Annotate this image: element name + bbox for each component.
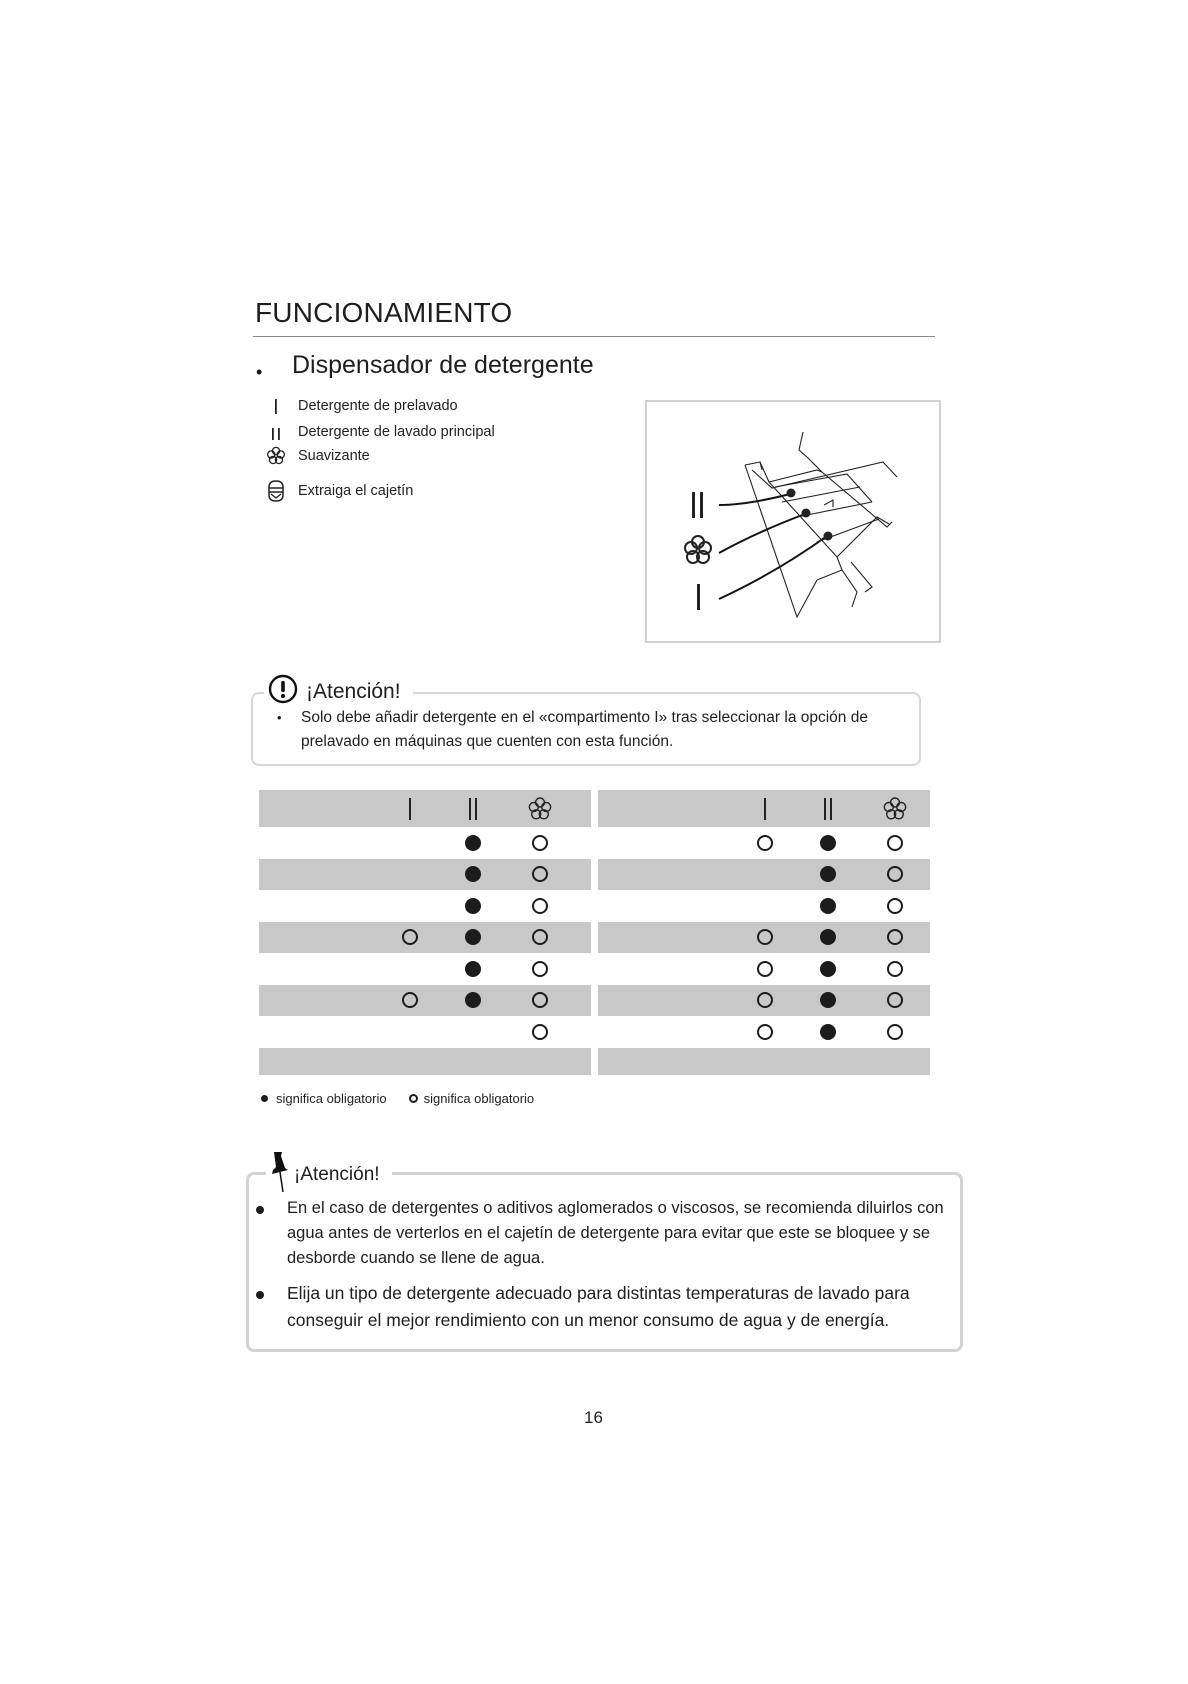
attention-title: ¡Atención!: [294, 1163, 380, 1185]
key-empty-label: significa obligatorio: [423, 1091, 535, 1106]
filled-dot-icon: [465, 898, 481, 914]
table-header: [259, 790, 591, 827]
empty-dot-icon: [532, 961, 548, 977]
pushpin-icon: [268, 1150, 292, 1199]
table-row: [259, 890, 591, 922]
empty-dot-icon: [532, 1024, 548, 1040]
column-flower-icon: [527, 796, 553, 822]
table-key: [261, 1091, 534, 1106]
legend-item-softener: [266, 446, 370, 466]
filled-dot-icon: [820, 992, 836, 1008]
empty-dot-icon: [887, 929, 903, 945]
table-row: [598, 1048, 930, 1075]
empty-dot-icon: [532, 929, 548, 945]
attention-item: En el caso de detergentes o aditivos aglomerados o viscosos, se recomienda diluirlos con agua antes de verterlos en el cajetín de detergente para evitar que este se bloquee y se desborde cuando se llene de agua.: [287, 1199, 944, 1267]
filled-dot-icon: [261, 1095, 268, 1102]
attention-header: [266, 1150, 392, 1199]
attention-header: [264, 674, 413, 709]
diagram-label-two-icon: [692, 492, 703, 518]
filled-dot-icon: [820, 866, 836, 882]
drawer-icon: [266, 481, 286, 501]
dispenser-diagram: [645, 400, 941, 643]
section-title: Dispensador de detergente: [292, 351, 594, 379]
bullet-icon: [256, 1291, 264, 1299]
table-row: [259, 827, 591, 859]
compartment-one-icon: [266, 396, 286, 416]
detergent-table-left: [259, 790, 591, 1075]
column-one-icon: [764, 798, 766, 820]
section-bullet: •: [256, 362, 263, 382]
empty-dot-icon: [887, 1024, 903, 1040]
filled-dot-icon: [820, 929, 836, 945]
filled-dot-icon: [465, 866, 481, 882]
bullet: •: [277, 710, 282, 725]
exclamation-circle-icon: [268, 674, 298, 709]
table-row: [598, 1016, 930, 1048]
empty-dot-icon: [402, 929, 418, 945]
table-row: [259, 1048, 591, 1075]
empty-dot-icon: [532, 835, 548, 851]
detergent-table-right: [598, 790, 930, 1075]
filled-dot-icon: [820, 1024, 836, 1040]
legend-label: Detergente de prelavado: [298, 398, 458, 414]
table-row: [598, 827, 930, 859]
filled-dot-icon: [820, 898, 836, 914]
empty-dot-icon: [532, 898, 548, 914]
legend-label: Detergente de lavado principal: [298, 424, 495, 440]
empty-dot-icon: [887, 898, 903, 914]
table-row: [598, 985, 930, 1017]
table-row: [259, 859, 591, 891]
diagram-label-one-icon: [697, 584, 700, 610]
table-row: [598, 953, 930, 985]
table-row: [259, 985, 591, 1017]
filled-dot-icon: [820, 961, 836, 977]
table-row: [259, 922, 591, 954]
page-title: FUNCIONAMIENTO: [255, 297, 513, 328]
empty-dot-icon: [887, 992, 903, 1008]
compartment-two-icon: [266, 422, 286, 442]
attention-title: ¡Atención!: [306, 679, 401, 703]
empty-dot-icon: [532, 992, 548, 1008]
page-number: 16: [584, 1408, 603, 1427]
legend-item-drawer: [266, 481, 413, 501]
table-row: [259, 1016, 591, 1048]
empty-dot-icon: [402, 992, 418, 1008]
filled-dot-icon: [820, 835, 836, 851]
column-two-icon: [469, 798, 477, 820]
empty-dot-icon: [887, 961, 903, 977]
table-row: [598, 890, 930, 922]
column-two-icon: [824, 798, 832, 820]
column-one-icon: [409, 798, 411, 820]
empty-dot-icon: [887, 835, 903, 851]
filled-dot-icon: [465, 835, 481, 851]
bullet-icon: [256, 1206, 264, 1214]
filled-dot-icon: [465, 929, 481, 945]
table-row: [598, 922, 930, 954]
empty-dot-icon: [757, 992, 773, 1008]
legend-item-prewash: [266, 396, 458, 416]
table-header: [598, 790, 930, 827]
attention-text: Solo debe añadir detergente en el «compartimento I» tras seleccionar la opción de prelavado en máquinas que cuenten con esta función.: [301, 709, 868, 750]
table-row: [259, 953, 591, 985]
legend-label: Suavizante: [298, 448, 370, 464]
empty-dot-icon: [532, 866, 548, 882]
attention-item: Elija un tipo de detergente adecuado para distintas temperaturas de lavado para conseguir el mejor rendimiento con un menor consumo de agua y de energía.: [287, 1283, 910, 1330]
empty-dot-icon: [757, 961, 773, 977]
empty-dot-icon: [757, 835, 773, 851]
filled-dot-icon: [465, 961, 481, 977]
legend-label: Extraiga el cajetín: [298, 483, 414, 499]
empty-dot-icon: [409, 1094, 418, 1103]
empty-dot-icon: [757, 1024, 773, 1040]
column-flower-icon: [882, 796, 908, 822]
flower-icon: [266, 446, 286, 466]
title-divider: [253, 336, 935, 337]
empty-dot-icon: [887, 866, 903, 882]
key-filled-label: significa obligatorio: [276, 1091, 387, 1106]
table-row: [598, 859, 930, 891]
empty-dot-icon: [757, 929, 773, 945]
filled-dot-icon: [465, 992, 481, 1008]
legend-item-mainwash: [266, 422, 495, 442]
diagram-flower-icon: [685, 536, 711, 563]
